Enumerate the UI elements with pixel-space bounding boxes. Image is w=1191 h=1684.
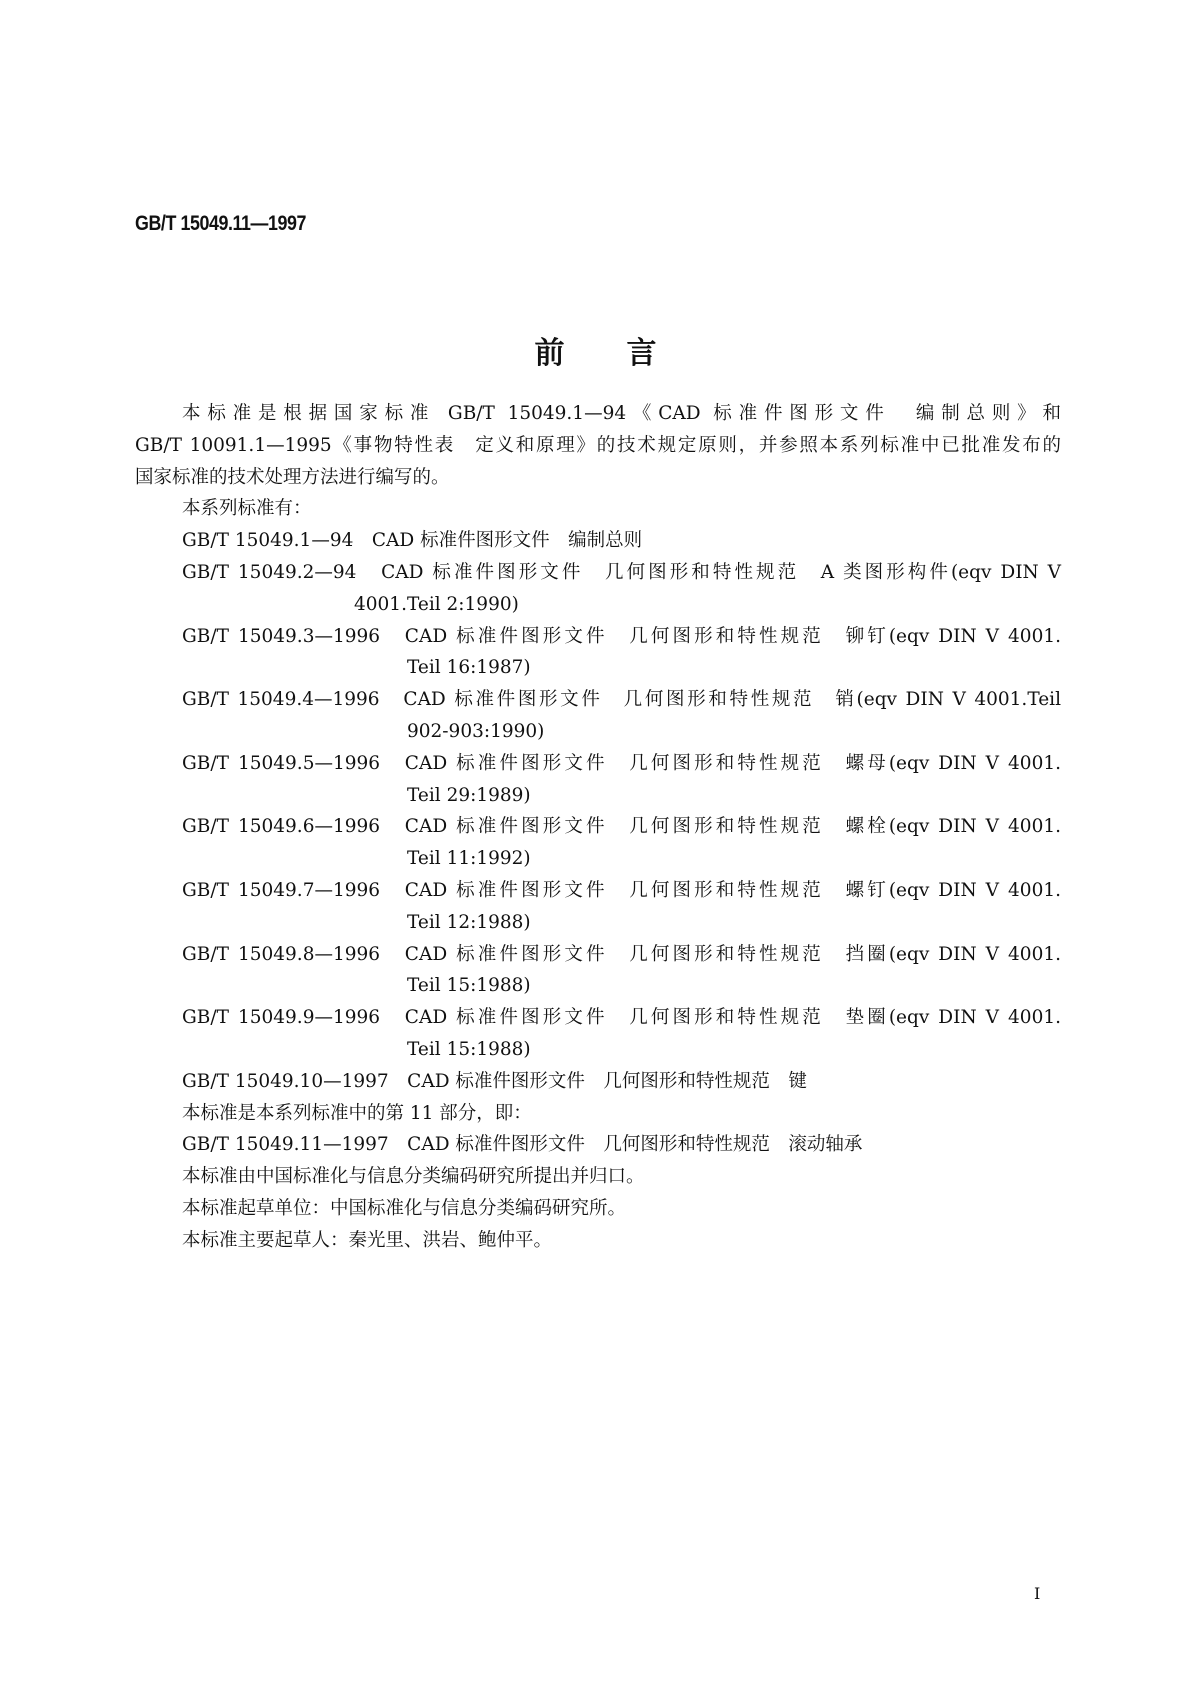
series-item: GB/T 15049.4—1996 CAD 标准件图形文件 几何图形和特性规范 销(eqv DIN V 4001.Teil [182, 689, 1061, 711]
series-item-cont: Teil 16:1987) [407, 657, 531, 679]
drafting-unit: 本标准起草单位：中国标准化与信息分类编码研究所。 [182, 1197, 627, 1219]
proposed-by: 本标准由中国标准化与信息分类编码研究所提出并归口。 [182, 1166, 645, 1188]
series-item: GB/T 15049.8—1996 CAD 标准件图形文件 几何图形和特性规范 挡圈(eqv DIN V 4001. [182, 943, 1061, 965]
series-item: GB/T 15049.5—1996 CAD 标准件图形文件 几何图形和特性规范 螺母(eqv DIN V 4001. [182, 752, 1061, 774]
series-item-cont: 4001.Teil 2:1990) [354, 593, 519, 615]
standard-number: GB/T 15049.11—1997 [135, 212, 306, 235]
drafters: 本标准主要起草人：秦光里、洪岩、鲍仲平。 [182, 1229, 553, 1251]
series-item-cont: Teil 29:1989) [407, 784, 531, 806]
part-statement: 本标准是本系列标准中的第 11 部分，即： [182, 1102, 532, 1124]
series-item: GB/T 15049.1—94 CAD 标准件图形文件 编制总则 [182, 530, 643, 552]
series-item: GB/T 15049.7—1996 CAD 标准件图形文件 几何图形和特性规范 螺钉(eqv DIN V 4001. [182, 879, 1061, 901]
intro-line: 国家标准的技术处理方法进行编写的。 [135, 466, 450, 488]
series-item-cont: Teil 12:1988) [407, 911, 531, 933]
series-item: GB/T 15049.9—1996 CAD 标准件图形文件 几何图形和特性规范 垫圈(eqv DIN V 4001. [182, 1007, 1061, 1029]
series-item-cont: Teil 15:1988) [407, 975, 531, 997]
series-item: GB/T 15049.3—1996 CAD 标准件图形文件 几何图形和特性规范 铆钉(eqv DIN V 4001. [182, 625, 1061, 647]
series-item-cont: Teil 15:1988) [407, 1038, 531, 1060]
page-number: I [1034, 1584, 1041, 1603]
page-title: 前言 [534, 336, 719, 371]
this-part: GB/T 15049.11—1997 CAD 标准件图形文件 几何图形和特性规范 滚动轴承 [182, 1134, 863, 1156]
intro-line: 本标准是根据国家标准 GB/T 15049.1—94《CAD 标准件图形文件 编制总则》和 [182, 403, 1061, 424]
series-item: GB/T 15049.10—1997 CAD 标准件图形文件 几何图形和特性规范 键 [182, 1070, 807, 1092]
series-item: GB/T 15049.2—94 CAD 标准件图形文件 几何图形和特性规范 A 类图形构件(eqv DIN V [182, 561, 1061, 583]
series-item-cont: 902-903:1990) [407, 720, 545, 742]
series-heading: 本系列标准有： [182, 498, 312, 520]
series-item: GB/T 15049.6—1996 CAD 标准件图形文件 几何图形和特性规范 螺栓(eqv DIN V 4001. [182, 816, 1061, 838]
foreword-body [135, 398, 1061, 1257]
intro-line: GB/T 10091.1—1995《事物特性表 定义和原理》的技术规定原则，并参照本系列标准中已批准发布的 [135, 434, 1061, 456]
series-item-cont: Teil 11:1992) [407, 848, 531, 870]
